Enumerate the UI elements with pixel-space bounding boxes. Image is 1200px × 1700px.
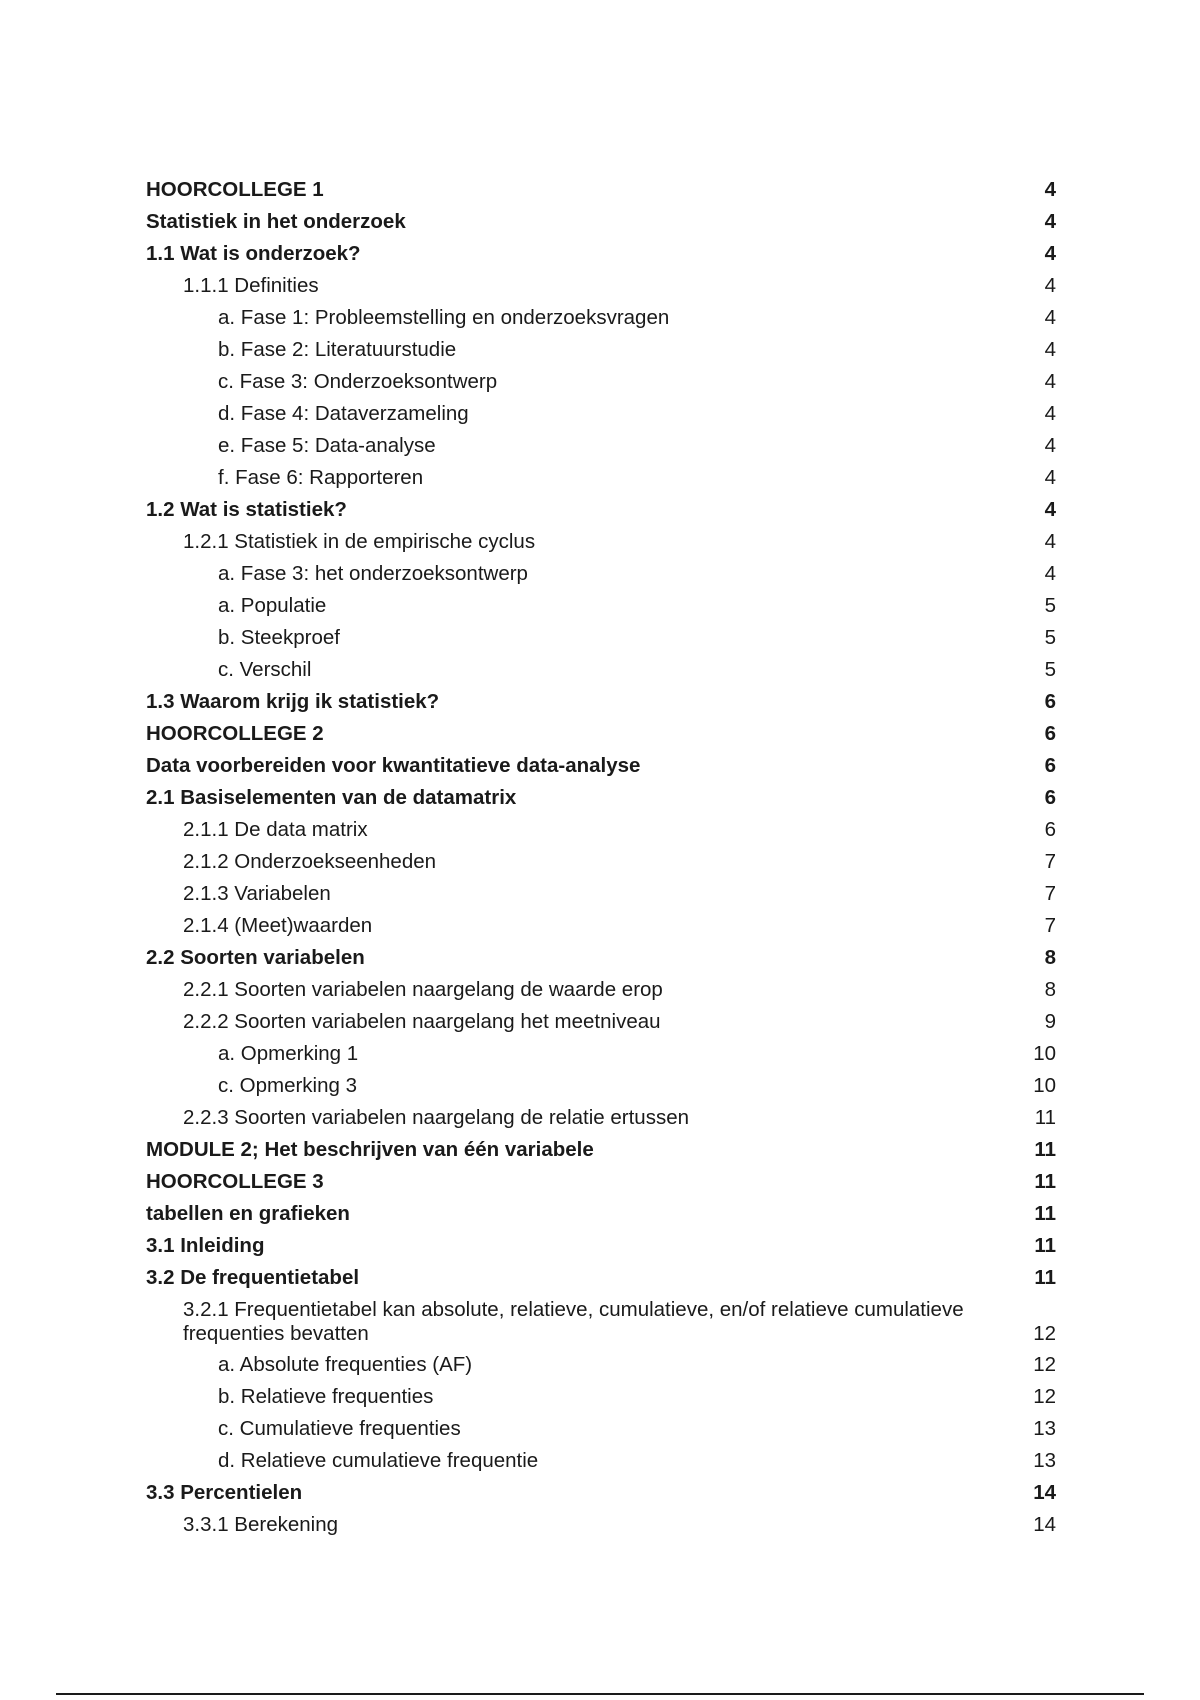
toc-entry-page-number: 8 [1044,978,1056,1001]
toc-entry[interactable] [146,338,1056,362]
toc-entry[interactable] [146,786,1056,810]
toc-entry[interactable] [146,370,1056,394]
toc-entry[interactable] [146,466,1056,490]
toc-entry[interactable] [146,1385,1056,1409]
toc-entry-title: b. Fase 2: Literatuurstudie [218,338,457,361]
toc-entry-page-number: 4 [1044,370,1056,393]
toc-entry-title: Data voorbereiden voor kwantitatieve data-analyse [146,754,641,777]
toc-entry-title: 2.1.2 Onderzoekseenheden [183,850,437,873]
toc-entry[interactable] [146,658,1056,682]
toc-entry-page-number: 4 [1044,530,1056,553]
toc-entry[interactable] [146,1074,1056,1098]
toc-entry[interactable] [146,978,1056,1002]
toc-entry-title: 2.1.1 De data matrix [183,818,368,841]
toc-entry-page-number: 7 [1044,850,1056,873]
toc-entry-title: 1.2.1 Statistiek in de empirische cyclus [183,530,536,553]
toc-entry[interactable] [146,690,1056,714]
toc-entry-title: HOORCOLLEGE 2 [146,722,324,745]
toc-entry[interactable] [146,946,1056,970]
toc-entry[interactable] [146,882,1056,906]
toc-entry-page-number: 4 [1044,210,1056,233]
toc-entry-title: 3.2 De frequentietabel [146,1266,360,1289]
toc-entry-page-number: 6 [1044,786,1056,809]
toc-entry-page-number: 10 [1033,1042,1056,1065]
toc-entry-title: 2.1.3 Variabelen [183,882,331,905]
toc-entry-title: c. Cumulatieve frequenties [218,1417,461,1440]
toc-entry[interactable] [146,530,1056,554]
toc-entry-page-number: 9 [1044,1010,1056,1033]
toc-entry[interactable] [146,1138,1056,1162]
toc-entry-title: HOORCOLLEGE 1 [146,178,324,201]
toc-entry-page-number: 5 [1044,594,1056,617]
toc-entry-page-number: 4 [1044,498,1056,521]
toc-entry[interactable] [146,434,1056,458]
toc-entry[interactable] [146,242,1056,266]
toc-entry-page-number: 14 [1033,1481,1056,1504]
toc-entry-page-number: 10 [1033,1074,1056,1097]
toc-entry[interactable] [146,210,1056,234]
toc-entry[interactable] [146,402,1056,426]
toc-entry[interactable] [146,306,1056,330]
toc-entry-page-number: 11 [1034,1138,1056,1161]
toc-entry[interactable] [146,1481,1056,1505]
toc-entry-page-number: 14 [1033,1513,1056,1536]
table-of-contents [146,178,1056,1545]
toc-entry-page-number: 4 [1044,306,1056,329]
toc-entry-page-number: 4 [1044,466,1056,489]
toc-entry-page-number: 11 [1034,1106,1056,1129]
toc-entry-title: 3.3.1 Berekening [183,1513,339,1536]
toc-entry-title: c. Opmerking 3 [218,1074,357,1097]
toc-entry[interactable] [146,1106,1056,1130]
toc-entry-title: MODULE 2; Het beschrijven van één variabele [146,1138,594,1161]
toc-entry-title: 1.1.1 Definities [183,274,319,297]
toc-entry-title: 3.2.1 Frequentietabel kan absolute, relatieve, cumulatieve, en/of relatieve cumulatieve frequenties bevatten [183,1298,964,1345]
toc-entry-title: 2.2.2 Soorten variabelen naargelang het meetniveau [183,1010,661,1033]
toc-entry-page-number: 5 [1044,658,1056,681]
toc-entry-page-number: 11 [1034,1202,1056,1225]
toc-entry-page-number: 12 [1033,1353,1056,1376]
toc-entry[interactable] [146,274,1056,298]
toc-entry-page-number: 11 [1034,1170,1056,1193]
toc-entry-title: a. Absolute frequenties (AF) [218,1353,473,1376]
toc-entry-title: 1.1 Wat is onderzoek? [146,242,361,265]
toc-entry-page-number: 12 [1033,1322,1056,1345]
toc-entry-title: a. Populatie [218,594,327,617]
toc-entry-title: 1.2 Wat is statistiek? [146,498,347,521]
toc-entry[interactable] [146,754,1056,778]
toc-entry-page-number: 8 [1044,946,1056,969]
toc-entry-page-number: 12 [1033,1385,1056,1408]
toc-entry[interactable] [146,914,1056,938]
toc-entry[interactable] [146,562,1056,586]
toc-entry-title: d. Fase 4: Dataverzameling [218,402,469,425]
toc-entry[interactable] [146,498,1056,522]
toc-entry-page-number: 7 [1044,914,1056,937]
toc-entry-title: 2.1.4 (Meet)waarden [183,914,373,937]
toc-entry-title: b. Steekproef [218,626,340,649]
toc-entry[interactable] [146,626,1056,650]
toc-entry[interactable] [146,1353,1056,1377]
toc-entry-page-number: 5 [1044,626,1056,649]
toc-entry-title: 2.2.1 Soorten variabelen naargelang de waarde erop [183,978,663,1001]
toc-entry-page-number: 6 [1044,754,1056,777]
toc-entry-title: 3.1 Inleiding [146,1234,265,1257]
toc-entry-title: 2.2.3 Soorten variabelen naargelang de relatie ertussen [183,1106,690,1129]
toc-entry-title: 1.3 Waarom krijg ik statistiek? [146,690,440,713]
toc-entry[interactable] [146,1042,1056,1066]
toc-entry-page-number: 4 [1044,178,1056,201]
toc-entry-title: c. Fase 3: Onderzoeksontwerp [218,370,498,393]
toc-entry-title: a. Opmerking 1 [218,1042,359,1065]
toc-entry[interactable] [146,850,1056,874]
toc-entry-title: b. Relatieve frequenties [218,1385,434,1408]
toc-entry-title: e. Fase 5: Data-analyse [218,434,436,457]
toc-entry[interactable] [146,1266,1056,1290]
toc-entry-page-number: 13 [1033,1449,1056,1472]
toc-entry-page-number: 6 [1044,690,1056,713]
toc-entry[interactable] [146,1202,1056,1226]
toc-entry-page-number: 4 [1044,402,1056,425]
toc-entry-page-number: 7 [1044,882,1056,905]
toc-entry-page-number: 6 [1044,722,1056,745]
toc-entry[interactable] [146,1513,1056,1537]
toc-entry-title: d. Relatieve cumulatieve frequentie [218,1449,539,1472]
toc-entry-page-number: 4 [1044,338,1056,361]
toc-entry[interactable] [146,1449,1056,1473]
toc-entry[interactable] [146,1010,1056,1034]
toc-entry-page-number: 6 [1044,818,1056,841]
toc-entry-page-number: 11 [1034,1266,1056,1289]
toc-entry-title: f. Fase 6: Rapporteren [218,466,424,489]
toc-entry-title: HOORCOLLEGE 3 [146,1170,324,1193]
toc-entry-page-number: 4 [1044,562,1056,585]
toc-entry-title: 3.3 Percentielen [146,1481,303,1504]
toc-entry-title: a. Fase 1: Probleemstelling en onderzoeksvragen [218,306,670,329]
toc-entry[interactable] [146,1234,1056,1258]
toc-entry[interactable] [146,1170,1056,1194]
toc-entry[interactable] [146,1298,1056,1346]
footer-divider [56,1693,1144,1695]
toc-entry-page-number: 4 [1044,242,1056,265]
toc-entry-page-number: 11 [1034,1234,1056,1257]
toc-entry-title: Statistiek in het onderzoek [146,210,406,233]
toc-entry-page-number: 4 [1044,434,1056,457]
toc-entry-title: 2.1 Basiselementen van de datamatrix [146,786,517,809]
toc-entry-title: 2.2 Soorten variabelen [146,946,365,969]
toc-entry[interactable] [146,594,1056,618]
toc-entry-page-number: 13 [1033,1417,1056,1440]
toc-entry-title: c. Verschil [218,658,312,681]
toc-entry-title: a. Fase 3: het onderzoeksontwerp [218,562,528,585]
toc-entry-title: tabellen en grafieken [146,1202,350,1225]
toc-entry[interactable] [146,1417,1056,1441]
toc-entry[interactable] [146,722,1056,746]
toc-entry-page-number: 4 [1044,274,1056,297]
toc-entry[interactable] [146,818,1056,842]
toc-entry[interactable] [146,178,1056,202]
